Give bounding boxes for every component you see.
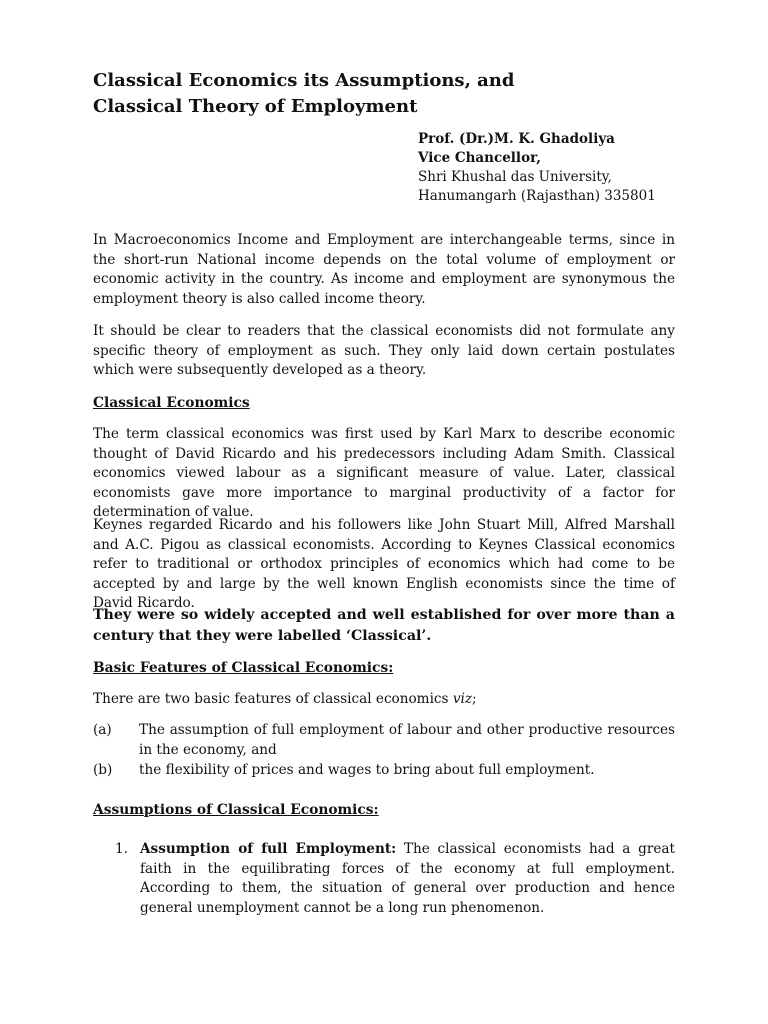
features-intro-end: ;	[472, 691, 477, 707]
features-intro-italic: viz	[452, 691, 473, 707]
features-intro	[93, 690, 675, 710]
list-item-text: The assumption of full employment of labour and other productive resources in the economy, and	[139, 722, 675, 758]
author-location: Hanumangarh (Rajasthan) 335801	[418, 188, 656, 204]
section-heading-basic-features: Basic Features of Classical Economics:	[93, 660, 394, 676]
section-heading-classical-economics: Classical Economics	[93, 395, 250, 411]
numbered-item-lead: Assumption of full Employment:	[140, 841, 397, 857]
intro-paragraph-1: In Macroeconomics Income and Employment are interchangeable terms, since in the short-run National income depends on the total volume of employment or economic activity in the country. As income and employment are synonymous the employment theory is also called income theory.	[93, 232, 675, 307]
list-item-text: the flexibility of prices and wages to bring about full employment.	[139, 762, 595, 778]
section1-paragraph-1: The term classical economics was first used by Karl Marx to describe economic thought of David Ricardo and his predecessors including Adam Smith. Classical economics viewed labour as a significant measure of value. Later, classical economists gave more importance to marginal productivity of a factor for determination of value.	[93, 426, 675, 521]
section1-bold-paragraph: They were so widely accepted and well established for over more than a century that they were labelled ‘Classical’.	[93, 607, 675, 644]
title-line-1: Classical Economics its Assumptions, and	[93, 70, 515, 91]
numbered-item-body: The classical economists had a great faith in the equilibrating forces of the economy at full employment. According to them, the situation of general over production and hence general unemployment cannot be a long run phenomenon.	[140, 841, 675, 916]
numbered-marker: 1.	[115, 841, 128, 857]
author-block	[418, 130, 678, 206]
list-marker: (b)	[93, 762, 113, 778]
list-item	[93, 721, 675, 760]
features-intro-text: There are two basic features of classical economics	[93, 691, 453, 707]
document-title	[93, 68, 675, 120]
numbered-item-text	[140, 840, 675, 918]
author-university: Shri Khushal das University,	[418, 169, 612, 185]
list-item	[93, 761, 675, 781]
numbered-item	[115, 840, 675, 918]
author-role: Vice Chancellor,	[418, 150, 541, 166]
author-name: Prof. (Dr.)M. K. Ghadoliya	[418, 131, 615, 147]
intro-paragraph-2: It should be clear to readers that the classical economists did not formulate any specific theory of employment as such. They only laid down certain postulates which were subsequently developed as a theory.	[93, 323, 675, 379]
section-heading-assumptions: Assumptions of Classical Economics:	[93, 802, 379, 818]
section1-paragraph-2: Keynes regarded Ricardo and his followers like John Stuart Mill, Alfred Marshall and A.C. Pigou as classical economists. According to Keynes Classical economics refer to traditional or orthodox principles of economics which had come to be accepted by and large by the well known English economists since the time of David Ricardo.	[93, 517, 675, 612]
list-marker: (a)	[93, 722, 112, 738]
title-line-2: Classical Theory of Employment	[93, 96, 418, 117]
